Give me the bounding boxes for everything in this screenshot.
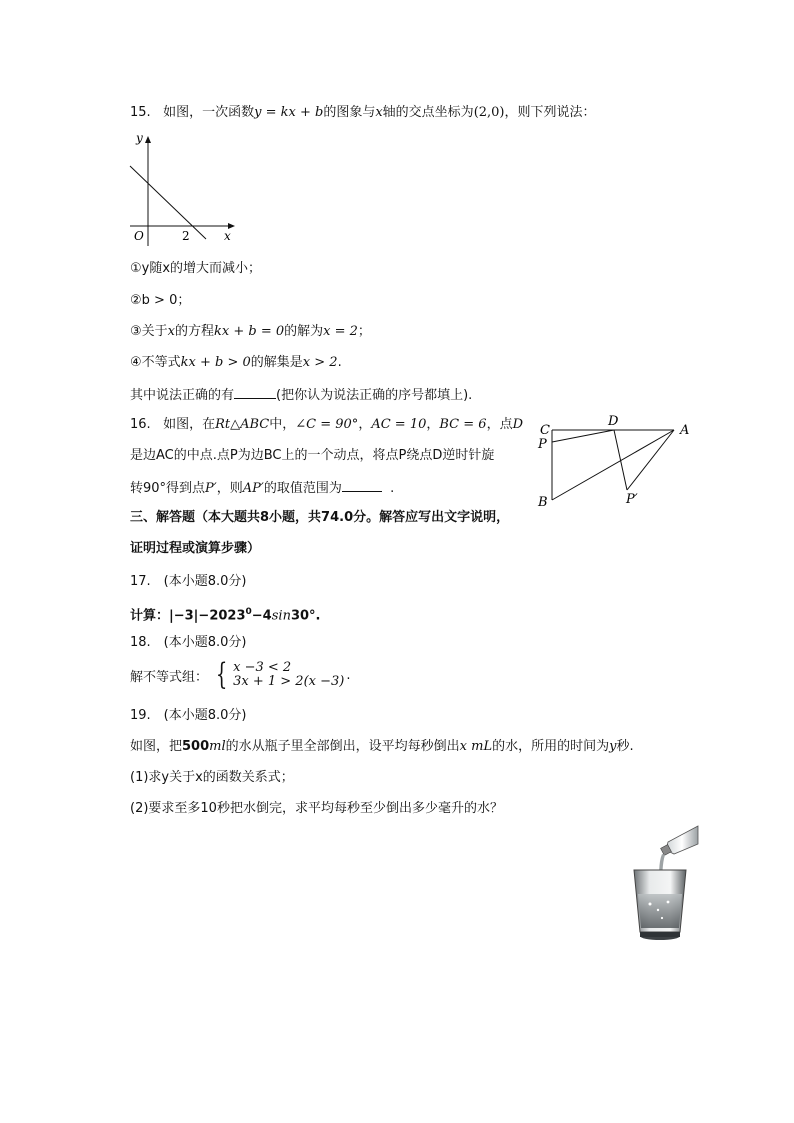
q19-body-text-c: 的水，所用的时间为 bbox=[492, 739, 610, 754]
q19-pouring-illustration bbox=[628, 824, 700, 944]
q17-header: 17. (本小题8.0分) bbox=[130, 574, 247, 589]
q17-body-text-a: 计算：|−3|−2023 bbox=[130, 608, 246, 624]
q15-s3-text-c: 的解为 bbox=[284, 324, 324, 339]
q16-answer-blank[interactable] bbox=[342, 478, 382, 492]
q15-tick-label: 2 bbox=[182, 229, 190, 243]
q16-label-pprime: P′ bbox=[626, 492, 638, 507]
glass-icon bbox=[634, 870, 686, 940]
q17-body bbox=[130, 603, 320, 625]
q15-ask bbox=[130, 385, 472, 405]
q15-ask-text-a: 其中说法正确的有 bbox=[130, 388, 235, 403]
q19-y: y bbox=[609, 739, 617, 754]
q15-stem-text-c: 轴的交点坐标为 bbox=[382, 105, 474, 120]
q19-body-text-b: 的水从瓶子里全部倒出，设平均每秒倒出 bbox=[225, 739, 460, 754]
q15-statement-3 bbox=[130, 323, 371, 341]
q15-s4-text-b: 的解集是 bbox=[250, 355, 303, 370]
q19-x-ml: x mL bbox=[459, 739, 493, 754]
q16-l3-text-c: 的取值范围为 bbox=[263, 481, 342, 496]
q15-s4-solution: x > 2 bbox=[302, 355, 338, 370]
q16-text-a: 如图，在 bbox=[163, 417, 216, 432]
q15-answer-blank[interactable] bbox=[234, 385, 276, 399]
q17-body-text-b: −4 bbox=[251, 608, 272, 624]
q16-figure bbox=[532, 414, 698, 510]
q19-part-2: (2)要求至多10秒把水倒完，求平均每秒至少倒出多少毫升的水？ bbox=[130, 801, 503, 816]
section3-title: 三、解答题（本大题共8小题，共74.0分。解答应写出文字说明， bbox=[130, 510, 510, 525]
q15-statement-1: ①y随x的增大而减小； bbox=[130, 261, 262, 276]
q15-stem-text-d: ，则下列说法： bbox=[504, 105, 596, 120]
q15-s3-text-b: 的方程 bbox=[175, 324, 215, 339]
q19-body-text-d: 秒. bbox=[616, 739, 634, 754]
q15-s3-text-d: ； bbox=[357, 324, 371, 339]
q18-system bbox=[130, 657, 351, 692]
q15-s3-equation: kx + b = 0 bbox=[214, 324, 285, 339]
q17-exponent: 0 bbox=[245, 607, 252, 617]
q15-point: (2,0) bbox=[473, 105, 505, 120]
q16-triangle: Rt△ABC bbox=[215, 417, 270, 432]
q19-body-text-a: 如图，把 bbox=[130, 739, 183, 754]
q18-end: . bbox=[346, 667, 351, 683]
q19-500: 500 bbox=[182, 739, 210, 754]
q18-header: 18. (本小题8.0分) bbox=[130, 635, 247, 650]
q16-l3-text-b: ，则 bbox=[216, 481, 243, 496]
q18-brace: { bbox=[215, 657, 228, 692]
q15-s4-text-c: . bbox=[337, 355, 342, 370]
q16-l3-text-a: 转90°得到点 bbox=[130, 481, 206, 496]
q16-label-d: D bbox=[608, 414, 619, 429]
q17-body-text-c: 30°. bbox=[290, 608, 321, 624]
q16-text-f: ， bbox=[426, 417, 440, 432]
q16-line-1 bbox=[130, 416, 523, 434]
q16-label-b: B bbox=[538, 495, 548, 510]
q15-s3-solution: x = 2 bbox=[323, 324, 358, 339]
q19-part-1: (1)求y关于x的函数关系式； bbox=[130, 770, 294, 785]
q16-angle: ∠C = 90° bbox=[295, 417, 359, 432]
q15-equation: y = kx + b bbox=[254, 105, 324, 120]
q15-graph bbox=[128, 128, 240, 248]
q15-stem-text-b: 的图象与 bbox=[323, 105, 376, 120]
q16-seg-dpprime bbox=[614, 430, 627, 490]
q16-label-c: C bbox=[540, 423, 550, 438]
q18-lead: 解不等式组： bbox=[130, 669, 209, 685]
q16-seg-pprime-a bbox=[627, 430, 674, 490]
q15-number: 15. bbox=[130, 105, 151, 120]
q19-header: 19. (本小题8.0分) bbox=[130, 708, 247, 723]
q16-point-d: D bbox=[512, 417, 524, 432]
q15-s3-text-a: ③关于 bbox=[130, 324, 168, 339]
q15-s4-inequality: kx + b > 0 bbox=[180, 355, 251, 370]
q15-y-label: y bbox=[136, 131, 143, 145]
q18-inequality-1: x −3 < 2 bbox=[233, 660, 292, 675]
q16-number: 16. bbox=[130, 417, 151, 432]
q16-l3-p-prime: P′ bbox=[205, 481, 217, 496]
q18-rows bbox=[233, 661, 344, 689]
q16-l3-ap-prime: AP′ bbox=[242, 481, 264, 496]
q16-line-2: 是边AC的中点.点P为边BC上的一个动点，将点P绕点D逆时针旋 bbox=[130, 448, 495, 463]
q16-label-p: P bbox=[538, 437, 547, 452]
q16-ac: AC = 10 bbox=[371, 417, 427, 432]
q16-seg-pd bbox=[552, 430, 614, 442]
q16-text-d: ， bbox=[358, 417, 372, 432]
q15-x-var: x bbox=[375, 105, 383, 120]
q15-s4-text-a: ④不等式 bbox=[130, 355, 181, 370]
q19-body bbox=[130, 738, 634, 756]
q15-stem-text-a: 如图，一次函数 bbox=[163, 105, 255, 120]
q15-origin-label: O bbox=[134, 229, 144, 243]
q16-side-ab bbox=[552, 430, 674, 500]
q15-statement-4 bbox=[130, 354, 342, 372]
q16-line-3 bbox=[130, 478, 394, 498]
q18-inequality-2: 3x + 1 > 2(x −3) bbox=[233, 674, 345, 689]
q19-ml: ml bbox=[209, 739, 226, 754]
q17-sin: sin bbox=[271, 608, 291, 624]
q15-s3-x: x bbox=[167, 324, 175, 339]
q16-text-b: 中， bbox=[269, 417, 296, 432]
q15-stem bbox=[130, 104, 596, 122]
q16-bc: BC = 6 bbox=[439, 417, 487, 432]
q15-x-label: x bbox=[224, 229, 231, 243]
q15-statement-2: ②b > 0； bbox=[130, 293, 191, 308]
bottle-icon bbox=[661, 826, 698, 855]
section3-title-cont: 证明过程或演算步骤） bbox=[130, 541, 261, 556]
q16-text-h: ，点 bbox=[486, 417, 513, 432]
q16-label-a: A bbox=[680, 423, 690, 438]
q15-y-arrow bbox=[145, 136, 151, 143]
q15-ask-text-b: (把你认为说法正确的序号都填上). bbox=[276, 388, 473, 403]
q16-l3-text-d: . bbox=[390, 481, 395, 496]
